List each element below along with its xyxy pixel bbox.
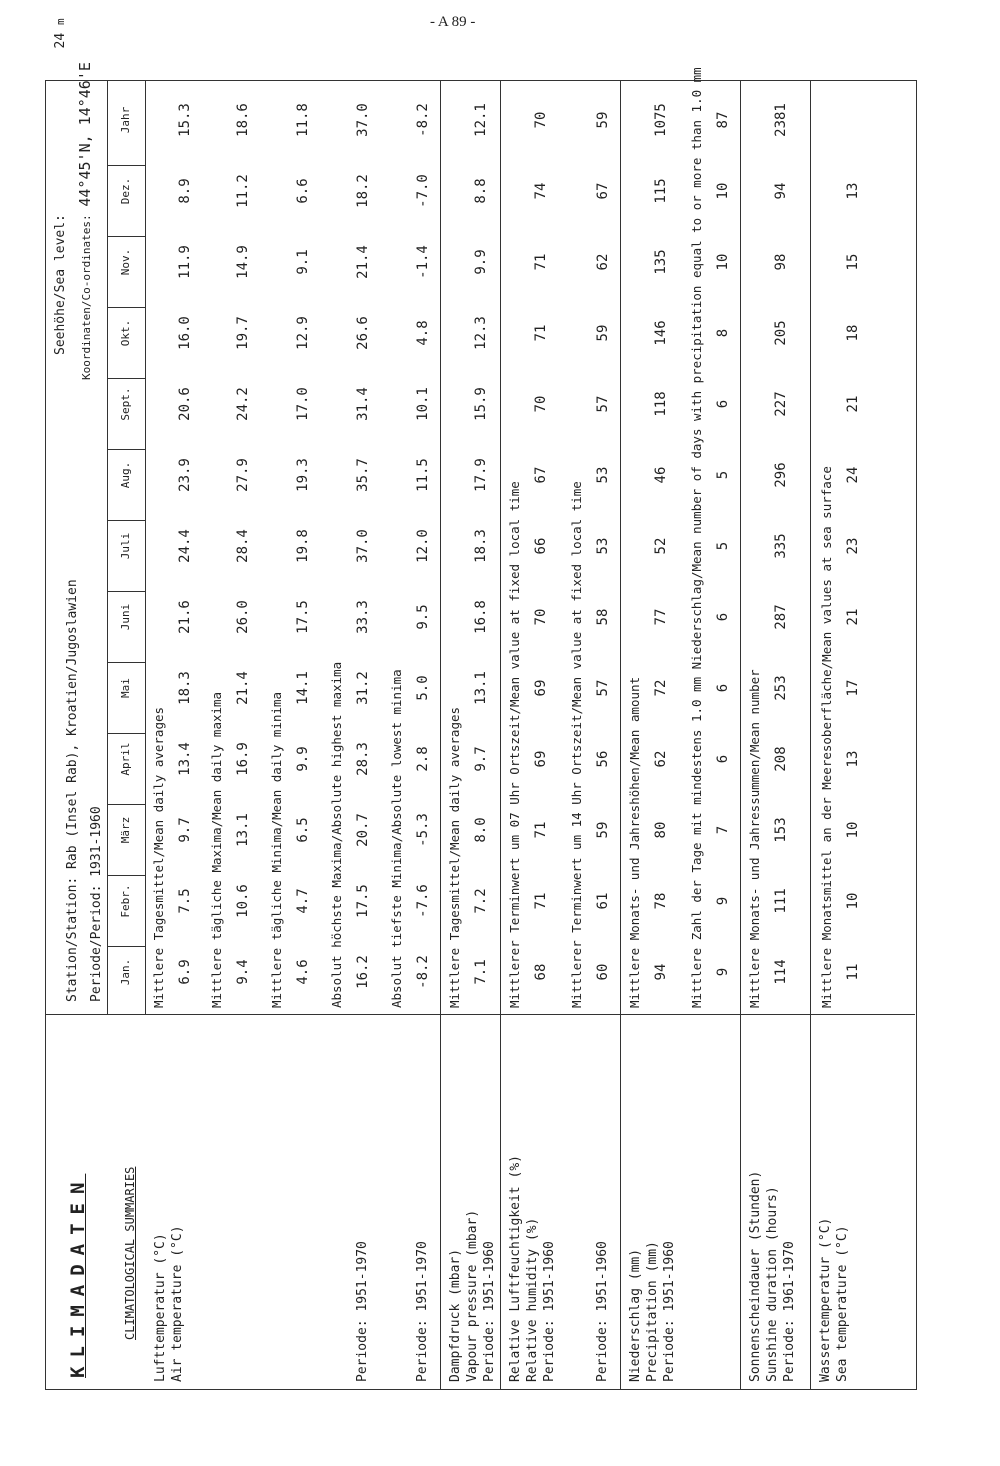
month-header-12: Dez. (119, 177, 132, 205)
air-temperature-row-1-value-6: 26.0 (235, 600, 251, 634)
air-temperature-row-3-value-13: 37.0 (355, 103, 371, 137)
month-header-3: März (119, 816, 132, 844)
month-header-11: Nov. (119, 248, 132, 276)
sea-level-value: 24 (53, 32, 68, 49)
vapour-pressure-row-0-value-10: 12.3 (473, 316, 489, 350)
air-temperature-row-2-value-6: 17.5 (295, 600, 311, 634)
air-temperature-row-3-value-8: 35.7 (355, 458, 371, 492)
sunshine-row-0-value-5: 253 (773, 675, 789, 701)
precipitation-row-0-value-3: 80 (653, 821, 669, 839)
sea-temperature-row-0-value-6: 21 (845, 608, 861, 626)
vapour-pressure-row-0-value-13: 12.1 (473, 103, 489, 137)
air-temperature-row-3-value-1: 16.2 (355, 955, 371, 989)
air-temperature-row-3-value-10: 26.6 (355, 316, 371, 350)
air-temperature-row-0-description: Mittlere Tagesmittel/Mean daily averages (151, 706, 166, 1008)
air-temperature-row-3-description: Absolut höchste Maxima/Absolute highest maxima (329, 661, 344, 1008)
precipitation-row-1-value-12: 10 (715, 182, 731, 200)
coords-line (77, 62, 95, 380)
relative-humidity-row-0-value-6: 70 (533, 608, 549, 626)
air-temperature-label-1: Air temperature (°C) (170, 1225, 185, 1382)
relative-humidity-row-0-value-11: 71 (533, 253, 549, 271)
vapour-pressure-row-0-value-4: 9.7 (473, 746, 489, 772)
air-temperature-row-2-value-9: 17.0 (295, 387, 311, 421)
vapour-pressure-label-2: Periode: 1951-1960 (482, 1241, 497, 1382)
sunshine-row-0-value-12: 94 (773, 182, 789, 200)
air-temperature-row-0-value-7: 24.4 (177, 529, 193, 563)
air-temperature-row-3-value-6: 33.3 (355, 600, 371, 634)
air-temperature-row-0-value-1: 6.9 (177, 959, 193, 985)
month-header-5: Mai (119, 678, 132, 698)
vapour-pressure-row-0-value-7: 18.3 (473, 529, 489, 563)
relative-humidity-row-0-value-7: 66 (533, 537, 549, 555)
vapour-pressure-row-0-value-12: 8.8 (473, 178, 489, 204)
coords-label: Koordinaten/Co-ordinates: (80, 214, 93, 380)
air-temperature-row-4-description: Absolut tiefste Minima/Absolute lowest minima (389, 669, 404, 1008)
air-temperature-row-3-value-3: 20.7 (355, 813, 371, 847)
sunshine-label-0: Sonnenscheindauer (Stunden) (748, 1170, 763, 1382)
air-temperature-row-4-value-13: -8.2 (415, 103, 431, 137)
vapour-pressure-row-0-value-11: 9.9 (473, 249, 489, 275)
vapour-pressure-label-1: Vapour pressure (mbar) (465, 1209, 480, 1382)
page-subtitle: CLIMATOLOGICAL SUMMARIES (123, 1166, 137, 1340)
air-temperature-row-1-value-11: 14.9 (235, 245, 251, 279)
air-temperature-row-4-value-8: 11.5 (415, 458, 431, 492)
precipitation-row-1-description: Mittlere Zahl der Tage mit mindestens 1.0 mm Niederschlag/Mean number of days with precipitation equal to or more than 1.0 mm (689, 67, 704, 1008)
relative-humidity-row-0-value-4: 69 (533, 750, 549, 768)
sunshine-row-0-value-4: 208 (773, 746, 789, 772)
air-temperature-row-0-value-13: 15.3 (177, 103, 193, 137)
relative-humidity-label-1: Relative humidity (%) (525, 1217, 540, 1382)
air-temperature-label-0: Lufttemperatur (°C) (153, 1233, 168, 1382)
month-divider (107, 875, 145, 876)
relative-humidity-row-0-value-2: 71 (533, 892, 549, 910)
vapour-pressure-row-0-value-8: 17.9 (473, 458, 489, 492)
air-temperature-row-2-value-4: 9.9 (295, 746, 311, 772)
sunshine-row-0-value-8: 296 (773, 462, 789, 488)
sunshine-row-0-value-9: 227 (773, 391, 789, 417)
air-temperature-row-0-value-9: 20.6 (177, 387, 193, 421)
vapour-pressure-label-0: Dampfdruck (mbar) (448, 1248, 463, 1382)
precipitation-row-0-value-2: 78 (653, 892, 669, 910)
vapour-pressure-row-0-value-2: 7.2 (473, 888, 489, 914)
air-temperature-row-2-description: Mittlere tägliche Minima/Mean daily minima (269, 691, 284, 1008)
section-divider (440, 80, 441, 1390)
air-temperature-row-0-value-12: 8.9 (177, 178, 193, 204)
sunshine-row-0-value-11: 98 (773, 253, 789, 271)
page-number: - A 89 - (430, 14, 476, 30)
precipitation-label-1: Precipitation (mm) (645, 1241, 660, 1382)
air-temperature-row-3-value-7: 37.0 (355, 529, 371, 563)
month-divider (107, 946, 145, 947)
air-temperature-row-4-value-6: 9.5 (415, 604, 431, 630)
relative-humidity-row-1-value-8: 53 (595, 466, 611, 484)
relative-humidity-row-1-value-3: 59 (595, 821, 611, 839)
precipitation-row-1-value-1: 9 (715, 967, 731, 977)
relative-humidity-row-0-description: Mittlerer Terminwert um 07 Uhr Ortszeit/Mean value at fixed local time (507, 481, 522, 1008)
month-header-13: Jahr (119, 106, 132, 134)
sea-temperature-row-0-value-1: 11 (845, 963, 861, 981)
precipitation-row-1-value-10: 8 (715, 328, 731, 338)
relative-humidity-row-0-value-10: 71 (533, 324, 549, 342)
air-temperature-row-0-value-4: 13.4 (177, 742, 193, 776)
section-divider (810, 80, 811, 1390)
relative-humidity-row-0-value-1: 68 (533, 963, 549, 981)
month-divider (107, 236, 145, 237)
air-temperature-row-2-value-7: 19.8 (295, 529, 311, 563)
sunshine-row-0-value-3: 153 (773, 817, 789, 843)
month-header-4: April (119, 742, 132, 776)
month-header-6: Juni (119, 603, 132, 631)
sea-level-line (53, 18, 69, 355)
relative-humidity-row-1-value-6: 58 (595, 608, 611, 626)
sea-temperature-row-0-value-5: 17 (845, 679, 861, 697)
relative-humidity-row-1-description: Mittlerer Terminwert um 14 Uhr Ortszeit/Mean value at fixed local time (569, 481, 584, 1008)
month-header-2: Febr. (119, 884, 132, 918)
air-temperature-row-1-value-1: 9.4 (235, 959, 251, 985)
precipitation-row-1-value-11: 10 (715, 253, 731, 271)
precipitation-row-1-value-8: 5 (715, 470, 731, 480)
air-temperature-row-4-value-2: -7.6 (415, 884, 431, 918)
sunshine-row-0-description: Mittlere Monats- und Jahressummen/Mean number (747, 669, 762, 1008)
sunshine-label-1: Sunshine duration (hours) (765, 1186, 780, 1382)
month-divider (107, 591, 145, 592)
relative-humidity-row-1-value-10: 59 (595, 324, 611, 342)
relative-humidity-row-0-value-13: 70 (533, 111, 549, 129)
sunshine-row-0-value-2: 111 (773, 888, 789, 914)
air-temperature-row-2-value-13: 11.8 (295, 103, 311, 137)
sea-temperature-row-0-value-2: 10 (845, 892, 861, 910)
air-temperature-row-1-value-7: 28.4 (235, 529, 251, 563)
relative-humidity-row-1-value-12: 67 (595, 182, 611, 200)
air-temperature-row-1-value-10: 19.7 (235, 316, 251, 350)
precipitation-row-0-description: Mittlere Monats- und Jahreshöhen/Mean amount (627, 676, 642, 1008)
air-temperature-row-3-value-9: 31.4 (355, 387, 371, 421)
precipitation-row-1-value-7: 5 (715, 541, 731, 551)
vapour-pressure-row-0-description: Mittlere Tagesmittel/Mean daily averages (447, 706, 462, 1008)
relative-humidity-row-1-value-2: 61 (595, 892, 611, 910)
header-bottom-line (145, 80, 146, 1015)
air-temperature-row-2-value-5: 14.1 (295, 671, 311, 705)
relative-humidity-row-0-value-5: 69 (533, 679, 549, 697)
air-temperature-row-1-value-9: 24.2 (235, 387, 251, 421)
sea-temperature-row-0-value-3: 10 (845, 821, 861, 839)
month-header-9: Sept. (119, 387, 132, 421)
page-title: KLIMADATEN (67, 1173, 89, 1378)
air-temperature-row-3-value-11: 21.4 (355, 245, 371, 279)
sunshine-row-0-value-1: 114 (773, 959, 789, 985)
precipitation-row-1-value-3: 7 (715, 825, 731, 835)
air-temperature-row-1-value-12: 11.2 (235, 174, 251, 208)
vapour-pressure-row-0-value-5: 13.1 (473, 671, 489, 705)
month-divider (107, 449, 145, 450)
month-divider (107, 733, 145, 734)
air-temperature-row-2-value-12: 6.6 (295, 178, 311, 204)
precipitation-row-0-value-4: 62 (653, 750, 669, 768)
month-divider (107, 804, 145, 805)
air-temperature-row-2-value-2: 4.7 (295, 888, 311, 914)
sea-temperature-row-0-value-8: 24 (845, 466, 861, 484)
air-temperature-row-0-value-5: 18.3 (177, 671, 193, 705)
period-line (89, 806, 105, 1002)
air-temperature-row-4-value-4: 2.8 (415, 746, 431, 772)
air-temperature-row-0-value-2: 7.5 (177, 888, 193, 914)
month-header-7: Juli (119, 532, 132, 560)
air-temperature-row-0-value-11: 11.9 (177, 245, 193, 279)
air-temperature-row-4-value-12: -7.0 (415, 174, 431, 208)
air-temperature-row-4-period: Periode: 1951-1970 (415, 1241, 430, 1382)
precipitation-label-0: Niederschlag (mm) (628, 1248, 643, 1382)
precipitation-row-1-value-9: 6 (715, 399, 731, 409)
air-temperature-row-1-value-4: 16.9 (235, 742, 251, 776)
month-divider (107, 662, 145, 663)
relative-humidity-row-0-value-8: 67 (533, 466, 549, 484)
relative-humidity-row-1-value-1: 60 (595, 963, 611, 981)
sea-temperature-label-1: Sea temperature (°C) (835, 1225, 850, 1382)
relative-humidity-row-1-value-7: 53 (595, 537, 611, 555)
relative-humidity-row-1-value-9: 57 (595, 395, 611, 413)
month-divider (107, 307, 145, 308)
air-temperature-row-4-value-3: -5.3 (415, 813, 431, 847)
air-temperature-row-1-description: Mittlere tägliche Maxima/Mean daily maxima (209, 691, 224, 1008)
precipitation-row-1-value-2: 9 (715, 896, 731, 906)
station-name: Rab (Insel Rab), Kroatien/Jugoslawien (65, 579, 80, 869)
relative-humidity-row-1-value-11: 62 (595, 253, 611, 271)
relative-humidity-row-0-value-3: 71 (533, 821, 549, 839)
sea-temperature-row-0-value-12: 13 (845, 182, 861, 200)
period-value: 1931-1960 (89, 806, 104, 877)
air-temperature-row-1-value-13: 18.6 (235, 103, 251, 137)
air-temperature-row-3-value-2: 17.5 (355, 884, 371, 918)
air-temperature-row-3-period: Periode: 1951-1970 (355, 1241, 370, 1382)
air-temperature-row-2-value-3: 6.5 (295, 817, 311, 843)
sea-temperature-row-0-value-7: 23 (845, 537, 861, 555)
air-temperature-row-2-value-11: 9.1 (295, 249, 311, 275)
air-temperature-row-3-value-5: 31.2 (355, 671, 371, 705)
precipitation-row-0-value-12: 115 (653, 178, 669, 204)
sea-temperature-row-0-value-9: 21 (845, 395, 861, 413)
air-temperature-row-1-value-5: 21.4 (235, 671, 251, 705)
section-divider (620, 80, 621, 1390)
relative-humidity-row-1-period: Periode: 1951-1960 (595, 1241, 610, 1382)
vapour-pressure-row-0-value-9: 15.9 (473, 387, 489, 421)
sea-level-label: Seehöhe/Sea level: (53, 214, 68, 355)
precipitation-row-1-value-6: 6 (715, 612, 731, 622)
section-divider (500, 80, 501, 1390)
precipitation-row-0-value-1: 94 (653, 963, 669, 981)
section-divider (740, 80, 741, 1390)
relative-humidity-row-0-value-9: 70 (533, 395, 549, 413)
precipitation-row-0-value-9: 118 (653, 391, 669, 417)
month-header-1: Jan. (119, 958, 132, 986)
air-temperature-row-0-value-3: 9.7 (177, 817, 193, 843)
vapour-pressure-row-0-value-6: 16.8 (473, 600, 489, 634)
month-divider (107, 165, 145, 166)
vapour-pressure-row-0-value-3: 8.0 (473, 817, 489, 843)
air-temperature-row-1-value-3: 13.1 (235, 813, 251, 847)
precipitation-row-0-value-11: 135 (653, 249, 669, 275)
precipitation-row-0-value-7: 52 (653, 537, 669, 555)
sunshine-label-2: Periode: 1961-1970 (782, 1241, 797, 1382)
station-label: Station/Station: (65, 876, 80, 1002)
air-temperature-row-4-value-5: 5.0 (415, 675, 431, 701)
sunshine-row-0-value-13: 2381 (773, 103, 789, 137)
air-temperature-row-0-value-10: 16.0 (177, 316, 193, 350)
sunshine-row-0-value-7: 335 (773, 533, 789, 559)
air-temperature-row-2-value-1: 4.6 (295, 959, 311, 985)
precipitation-row-0-value-13: 1075 (653, 103, 669, 137)
sea-temperature-row-0-description: Mittlere Monatsmittel an der Meeresoberfläche/Mean values at sea surface (819, 466, 834, 1008)
precipitation-row-1-value-13: 87 (715, 111, 731, 129)
precipitation-label-2: Periode: 1951-1960 (662, 1241, 677, 1382)
air-temperature-row-4-value-9: 10.1 (415, 387, 431, 421)
month-header-8: Aug. (119, 461, 132, 489)
air-temperature-row-2-value-10: 12.9 (295, 316, 311, 350)
sunshine-row-0-value-10: 205 (773, 320, 789, 346)
air-temperature-row-1-value-2: 10.6 (235, 884, 251, 918)
air-temperature-row-4-value-11: -1.4 (415, 245, 431, 279)
precipitation-row-0-value-10: 146 (653, 320, 669, 346)
air-temperature-row-0-value-8: 23.9 (177, 458, 193, 492)
air-temperature-row-3-value-12: 18.2 (355, 174, 371, 208)
relative-humidity-label-2: Periode: 1951-1960 (542, 1241, 557, 1382)
sea-temperature-label-0: Wassertemperatur (°C) (818, 1217, 833, 1382)
relative-humidity-row-1-value-4: 56 (595, 750, 611, 768)
sea-temperature-row-0-value-11: 15 (845, 253, 861, 271)
precipitation-row-1-value-5: 6 (715, 683, 731, 693)
vapour-pressure-row-0-value-1: 7.1 (473, 959, 489, 985)
air-temperature-row-2-value-8: 19.3 (295, 458, 311, 492)
month-header-10: Okt. (119, 319, 132, 347)
relative-humidity-row-0-value-12: 74 (533, 182, 549, 200)
relative-humidity-row-1-value-13: 59 (595, 111, 611, 129)
sunshine-row-0-value-6: 287 (773, 604, 789, 630)
air-temperature-row-0-value-6: 21.6 (177, 600, 193, 634)
relative-humidity-row-1-value-5: 57 (595, 679, 611, 697)
sea-temperature-row-0-value-4: 13 (845, 750, 861, 768)
precipitation-row-1-value-4: 6 (715, 754, 731, 764)
air-temperature-row-4-value-1: -8.2 (415, 955, 431, 989)
sea-temperature-row-0-value-10: 18 (845, 324, 861, 342)
air-temperature-row-4-value-10: 4.8 (415, 320, 431, 346)
relative-humidity-label-0: Relative Luftfeuchtigkeit (%) (508, 1155, 523, 1382)
air-temperature-row-1-value-8: 27.9 (235, 458, 251, 492)
sea-level-unit: m (54, 18, 67, 25)
period-label: Periode/Period: (89, 884, 104, 1002)
coords-value: 44°45'N, 14°46'E (76, 62, 94, 207)
air-temperature-row-3-value-4: 28.3 (355, 742, 371, 776)
air-temperature-row-4-value-7: 12.0 (415, 529, 431, 563)
precipitation-row-0-value-6: 77 (653, 608, 669, 626)
month-divider (107, 378, 145, 379)
station-line (65, 579, 81, 1002)
precipitation-row-0-value-5: 72 (653, 679, 669, 697)
month-divider (107, 520, 145, 521)
precipitation-row-0-value-8: 46 (653, 466, 669, 484)
